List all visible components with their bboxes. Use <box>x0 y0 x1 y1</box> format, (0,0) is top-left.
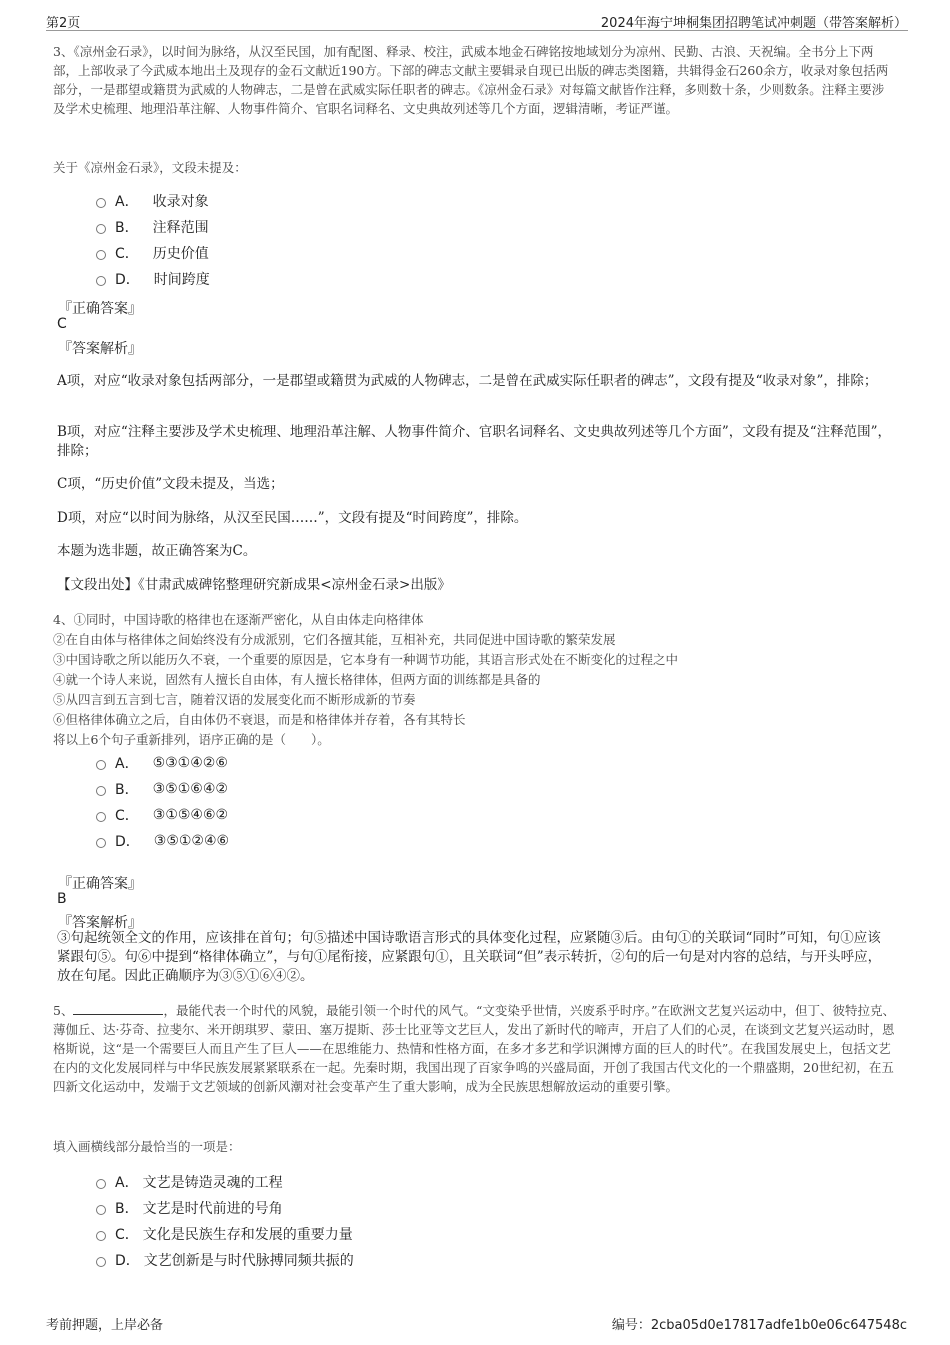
q4-line: 4、①同时，中国诗歌的格律也在逐渐严密化，从自由体走向格律体 <box>53 612 424 627</box>
q4-option-d[interactable]: D． ③⑤①②④⑥ <box>96 831 229 851</box>
footer-slogan: 考前押题，上岸必备 <box>46 1318 164 1333</box>
q4-line: ③中国诗歌之所以能历久不衰，一个重要的原因是，它本身有一种调节功能，其语言形式处在不断变化的过程之中 <box>53 652 679 667</box>
q4-answer: B <box>57 891 67 907</box>
q4-option-a[interactable]: A． ⑤③①④②⑥ <box>96 753 228 773</box>
q4-option-c[interactable]: C． ③①⑤④⑥② <box>96 805 228 825</box>
q3-option-b[interactable]: B． 注释范围 <box>96 217 209 237</box>
q5-option-a[interactable]: A． 文艺是铸造灵魂的工程 <box>96 1172 283 1192</box>
q4-option-b[interactable]: B． ③⑤①⑥④② <box>96 779 228 799</box>
q4-line: ⑤从四言到五言到七言，随着汉语的发展变化而不断形成新的节奏 <box>53 692 416 707</box>
q3-option-d[interactable]: D． 时间跨度 <box>96 269 210 289</box>
q3-answer-label: 『正确答案』 <box>58 301 142 317</box>
fill-blank <box>73 1002 163 1015</box>
q5-option-c[interactable]: C． 文化是民族生存和发展的重要力量 <box>96 1224 353 1244</box>
q3-analysis-a: A项，对应“收录对象包括两部分，一是郡望或籍贯为武威的人物碑志，二是曾在武威实际任职者的碑志”，文段有提及“收录对象”，排除； <box>57 373 878 389</box>
document-title: 2024年海宁坤桐集团招聘笔试冲刺题（带答案解析） <box>600 16 907 31</box>
radio-icon[interactable] <box>96 1205 106 1215</box>
document-id: 编号：2cba05d0e17817adfe1b0e06c647548c <box>611 1318 907 1333</box>
q3-conclusion: 本题为选非题，故正确答案为C。 <box>57 543 257 559</box>
q5-option-d[interactable]: D． 文艺创新是与时代脉搏同频共振的 <box>96 1250 354 1270</box>
radio-icon[interactable] <box>96 1257 106 1267</box>
q4-stem: 将以上6个句子重新排列，语序正确的是（ ）。 <box>53 732 330 747</box>
radio-icon[interactable] <box>96 786 106 796</box>
q4-line: ⑥但格律体确立之后，自由体仍不衰退，而是和格律体并存着，各有其特长 <box>53 712 466 727</box>
q3-source: 【文段出处】《甘肃武威碑铭整理研究新成果<凉州金石录>出版》 <box>57 577 451 593</box>
q3-analysis-d: D项，对应“以时间为脉络，从汉至民国……”，文段有提及“时间跨度”，排除。 <box>57 510 528 526</box>
q4-analysis: ③句起统领全文的作用，应该排在首句；句⑤描述中国诗歌语言形式的具体变化过程，应紧随③后。由句①的关联词“同时”可知，句①应该紧跟句⑤。句⑥中提到“格律体确立”，与句①尾衔接，应紧跟句①，且关联词“但”表示转折，②句的后一句是对内容的总结，与开头呼应，放在句尾。因此正确顺序为③⑤①⑥④②。 <box>57 930 882 984</box>
q5-stem: 填入画横线部分最恰当的一项是： <box>53 1139 241 1154</box>
page-number: 第2页 <box>46 16 81 31</box>
radio-icon[interactable] <box>96 224 106 234</box>
q3-answer: C <box>57 316 67 332</box>
q3-analysis-b: B项，对应“注释主要涉及学术史梳理、地理沿革注解、人物事件简介、官职名词释名、文史典故列述等几个方面”，文段有提及“注释范围”，排除； <box>57 424 892 459</box>
q3-option-c[interactable]: C． 历史价值 <box>96 243 209 263</box>
radio-icon[interactable] <box>96 812 106 822</box>
radio-icon[interactable] <box>96 276 106 286</box>
q5-number: 5、 <box>53 1003 74 1018</box>
q4-analysis-label: 『答案解析』 <box>58 915 142 931</box>
q3-passage: 3、《凉州金石录》，以时间为脉络，从汉至民国，加有配图、释录、校注，武威本地金石碑铭按地域划分为凉州、民勤、古浪、天祝编。全书分上下两部，上部收录了今武威本地出土及现存的金石文献近190方。下部的碑志文献主要辑录自现已出版的碑志类图籍，共辑得金石260余方，收录对象包括两部分，一是郡望或籍贯为武威的人物碑志，二是曾在武威实际任职者的碑志。《凉州金石录》对每篇文献皆作注释，多则数十条，少则数条。注释主要涉及学术史梳理、地理沿革注解、人物事件简介、官职名词释名、文史典故列述等几个方面，逻辑清晰，考证严谨。 <box>53 44 889 116</box>
radio-icon[interactable] <box>96 1179 106 1189</box>
q4-line: ④就一个诗人来说，固然有人擅长自由体，有人擅长格律体，但两方面的训练都是具备的 <box>53 672 541 687</box>
radio-icon[interactable] <box>96 838 106 848</box>
radio-icon[interactable] <box>96 198 106 208</box>
q3-analysis-label: 『答案解析』 <box>58 341 142 357</box>
q3-analysis-c: C项，“历史价值”文段未提及，当选； <box>57 476 284 492</box>
q3-stem: 关于《凉州金石录》，文段未提及： <box>53 160 247 175</box>
radio-icon[interactable] <box>96 1231 106 1241</box>
radio-icon[interactable] <box>96 250 106 260</box>
q5-passage <box>53 1001 895 1096</box>
q4-line: ②在自由体与格律体之间始终没有分成派别，它们各擅其能，互相补充，共同促进中国诗歌的繁荣发展 <box>53 632 616 647</box>
header-divider <box>46 30 908 31</box>
radio-icon[interactable] <box>96 760 106 770</box>
q4-sentences <box>53 610 678 750</box>
q4-answer-label: 『正确答案』 <box>58 876 142 892</box>
q3-option-a[interactable]: A． 收录对象 <box>96 191 209 211</box>
q5-option-b[interactable]: B． 文艺是时代前进的号角 <box>96 1198 283 1218</box>
q5-passage-text: ，最能代表一个时代的风貌，最能引领一个时代的风气。“文变染乎世情，兴废系乎时序。”在欧洲文艺复兴运动中，但丁、彼特拉克、薄伽丘、达·芬奇、拉斐尔、米开朗琪罗、蒙田、塞万提斯、莎士比亚等文艺巨人，发出了新时代的啼声，开启了人们的心灵，在谈到文艺复兴运动时，恩格斯说，这“是一个需要巨人而且产生了巨人——在思维能力、热情和性格方面，在多才多艺和学识渊博方面的巨人的时代”。在我国发展史上，包括文艺在内的文化发展同样与中华民族发展紧紧联系在一起。先秦时期，我国出现了百家争鸣的兴盛局面，开创了我国古代文化的一个鼎盛期，20世纪初，在五四新文化运动中，发端于文艺领域的创新风潮对社会变革产生了重大影响，成为全民族思想解放运动的重要引擎。 <box>53 1003 895 1094</box>
